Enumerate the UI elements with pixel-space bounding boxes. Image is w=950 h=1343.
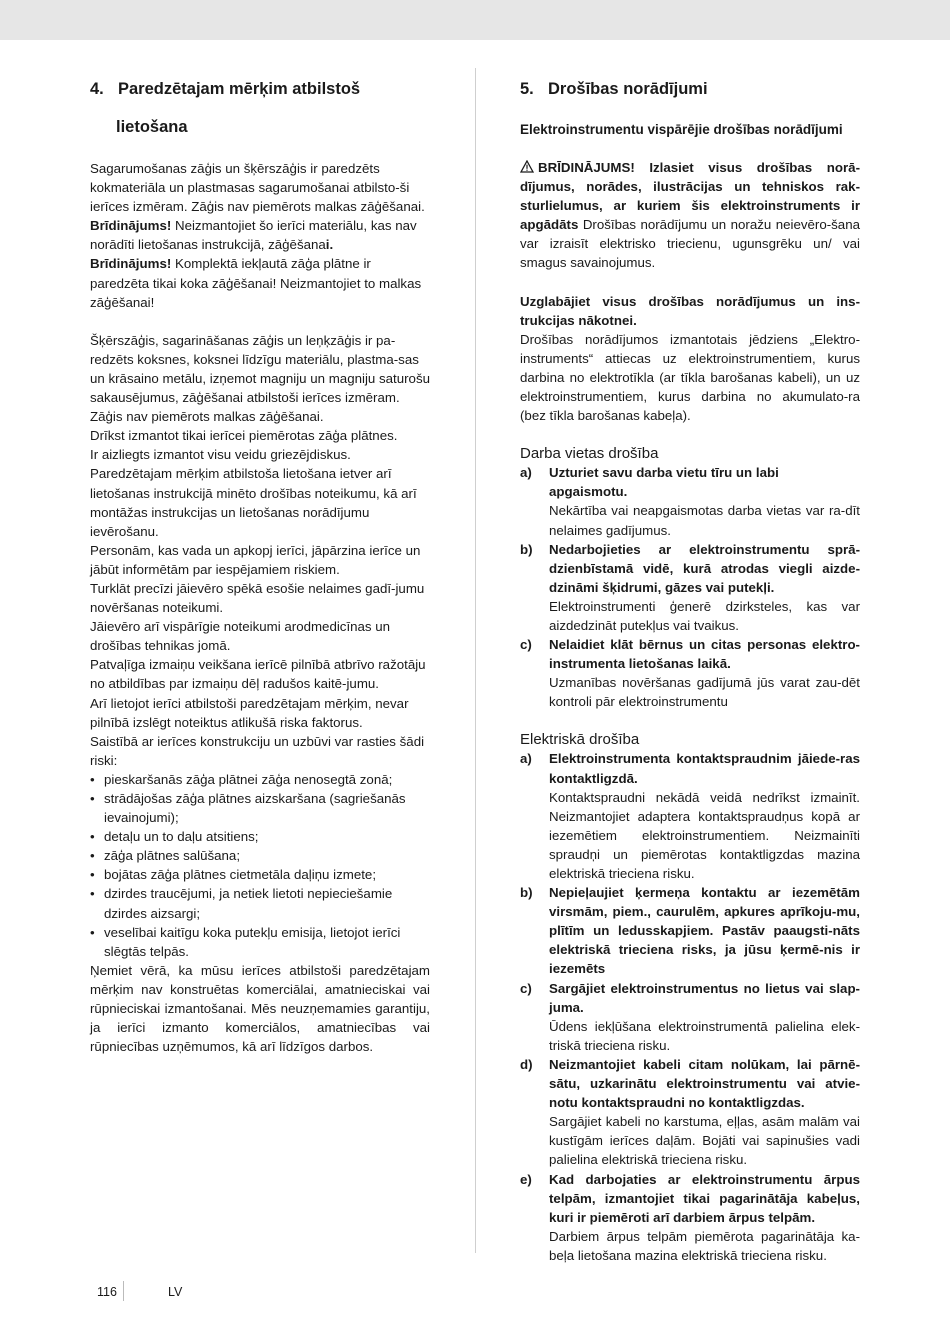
section-4-title-line2: lietošana: [116, 118, 188, 136]
item-heading: Sargājiet elektroinstrumentus no lietus vai slap-juma.: [549, 980, 860, 1015]
warning-1-label: Brīdinājums!: [90, 218, 172, 234]
item-heading: Neizmantojiet kabeli citam nolūkam, lai pārnē-sātu, uzkarinātu elektroinstrumentu vai atvie-notu kontaktspraudni no kontaktligzdas.: [549, 1056, 860, 1111]
warning-2-text: Komplektā iekļautā zāģa plātne ir paredzēta tikai koka zāģēšanai! Neizmantojiet to malkas zāģēšanai!: [90, 256, 422, 310]
risks-list: [90, 770, 430, 961]
saw-blades-paragraph: Drīkst izmantot tikai ierīcei piemērotas zāģa plātnes.: [90, 428, 398, 444]
list-item: [520, 1055, 860, 1170]
warning-triangle-icon: [520, 160, 534, 173]
item-label: b): [520, 541, 533, 557]
list-item: [520, 540, 860, 635]
occupational-health-paragraph: Jāievēro arī vispārīgie noteikumi arodmedicīnas un drošības tehnikas jomā.: [90, 619, 391, 654]
list-item-text: zāģa plātnes salūšana;: [104, 848, 241, 864]
list-item: [520, 883, 860, 978]
warning-2: [90, 254, 430, 311]
item-label: c): [520, 980, 532, 996]
item-text: Elektroinstrumenti ģenerē dzirksteles, kas var aizdedzināt putekļus vai tvaikus.: [549, 598, 860, 633]
section-5-title: Drošības norādījumi: [548, 80, 708, 98]
item-label: d): [520, 1056, 533, 1072]
bullet-icon: •: [90, 848, 95, 864]
bullet-icon: •: [90, 867, 95, 883]
list-item: [90, 865, 430, 884]
list-item-text: strādājošas zāģa plātnes aizskaršana (sagriešanās ievainojumi);: [104, 791, 406, 826]
work-area-safety-title: Darba vietas drošība: [520, 445, 659, 463]
list-item: [90, 923, 430, 961]
list-item: [520, 749, 860, 883]
power-tool-definition: Drošības norādījumos izmantotais jēdziens „Elektro-instruments“ attiecas uz elektroinstrumentiem, kurus darbina no elektrotīkla (ar tīkla barošanas kabeli), un uz elektroinstrumentiem, kurus darbina no akumulato-ra (bez tīkla barošanas kabeļa).: [520, 331, 860, 424]
intended-use-paragraph: Sagarumošanas zāģis un šķērszāģis ir paredzēts kokmateriāla un plastmasas sagarumošanai atbilsto-ši ierīces izmēram. Zāģis nav piemērots malkas zāģēšanai.: [90, 161, 425, 215]
warning-text: Drošības norādījumu un noražu neievēro-šana var izraisīt elektrisko triecienu, ugunsgrēku un/ vai smagus savainojumus.: [520, 217, 860, 271]
list-item: [90, 846, 430, 865]
list-item: [90, 770, 430, 789]
bullet-icon: •: [90, 924, 95, 940]
item-heading: Kad darbojaties ar elektroinstrumentu ārpus telpām, izmantojiet tikai pagarinātāja kabeļus, kuri ir piemēroti arī darbiem ārpus telpām.: [549, 1171, 860, 1225]
item-label: c): [520, 637, 532, 653]
list-item: [90, 827, 430, 846]
list-item: [90, 789, 430, 827]
list-item: [520, 979, 860, 1055]
item-text: Uzmanības novēršanas gadījumā jūs varat zau-dēt kontroli pār elektroinstrumentu: [549, 675, 860, 710]
modifications-paragraph: Patvaļīga izmaiņu veikšana ierīcē pilnībā atbrīvo ražotāju no atbildības par izmaiņu dēļ radušos kaitē-jumu.: [90, 657, 426, 692]
warning-2-label: Brīdinājums!: [90, 256, 172, 272]
item-text: Kontaktspraudni nekādā veidā nedrīkst izmainīt. Neizmantojiet adaptera kontaktspraudņus kopā ar iezemētiem elektroinstrumentiem. Neizmainīti spraudņi un piemērotas kontaktligzdas mazina elektriskā trieciena risku.: [549, 789, 860, 881]
intended-use-includes-paragraph: Paredzētajam mērķim atbilstoša lietošana ietver arī lietošanas instrukcijā minēto drošības noteikumu, kā arī montāžas instrukcijas un lietošanas norādījumu ievērošanu.: [90, 466, 417, 539]
item-text: Sargājiet kabeli no karstuma, eļļas, asām malām vai kustīgām ierīces daļām. Bojāti vai sapinušies vadi palielina elektriskā trieciena risku.: [549, 1114, 860, 1168]
language-code: LV: [168, 1285, 183, 1299]
keep-instructions-heading: [520, 292, 860, 330]
item-heading: Nepieļaujiet ķermeņa kontaktu ar iezemētām virsmām, piem., caurulēm, apkures aprīkoju-mu, plītīm un ledusskapjiem. Pastāv paaugsti-nāts elektriskā trieciena risks, ja jūsu ķermē-nis ir iezemēts: [549, 885, 860, 977]
list-item-text: bojātas zāģa plātnes cietmetāla daļiņu izmete;: [104, 867, 377, 883]
page-number: 116: [97, 1285, 117, 1299]
item-label: a): [520, 465, 532, 481]
item-label: e): [520, 1171, 532, 1187]
column-divider: [475, 68, 476, 1253]
cutting-discs-paragraph: Ir aizliegts izmantot visu veidu griezējdiskus.: [90, 447, 351, 463]
item-heading: Elektroinstrumenta kontaktspraudnim jāiede-ras kontaktligzdā.: [549, 751, 860, 786]
electrical-safety-title: Elektriskā drošība: [520, 731, 640, 749]
item-text: Darbiem ārpus telpām piemērota pagarinātāja ka-beļa lietošana mazina elektriskā trieciena risku.: [549, 1228, 860, 1263]
warning-1-tail: i.: [325, 237, 334, 253]
item-label: a): [520, 751, 532, 767]
list-item-text: dzirdes traucējumi, ja netiek lietoti nepieciešamie dzirdes aizsargi;: [104, 886, 393, 921]
top-bar: [0, 0, 950, 40]
footer-divider: [123, 1281, 124, 1301]
section-4-number: 4.: [90, 80, 104, 98]
warning-bold-text: BRĪDINĀJUMS! Izlasiet visus drošības norā-dījumus, norādes, ilustrācijas un tehniskos rak-sturlielumus, ar kuriem šis elektroinstruments ir apgādāts: [520, 160, 860, 233]
risks-intro-paragraph: Saistībā ar ierīces konstrukciju un uzbūvi var rasties šādi riski:: [90, 733, 425, 768]
section-4-heading: [90, 76, 430, 102]
bullet-icon: •: [90, 829, 95, 845]
bullet-icon: •: [90, 771, 95, 787]
bullet-icon: •: [90, 886, 95, 902]
item-heading: Nelaidiet klāt bērnus un citas personas elektro-instrumenta lietošanas laikā.: [549, 637, 860, 672]
warning-paragraph: [520, 158, 860, 273]
saw-use-paragraph: Šķērszāģis, sagarināšanas zāģis un leņķzāģis ir pa-redzēts koksnes, koksnei līdzīgu materiālu, plastma-sas un krāsaino metālu, izņemot magniju un magniju saturošu sakausējumus, zāģēšanai atbilstoši ierīces izmēram. Zāģis nav piemērots malkas zāģēšanai.: [90, 332, 430, 425]
right-column: [520, 76, 860, 1265]
list-item: [90, 884, 430, 922]
item-heading: Nedarbojieties ar elektroinstrumentu sprā-dzienbīstamā vidē, kurā atrodas viegli aizde-dzināmi šķidrumi, gāzes vai putekļi.: [549, 541, 860, 595]
section-5-number: 5.: [520, 80, 534, 98]
commercial-use-paragraph: Ņemiet vērā, ka mūsu ierīces atbilstoši paredzētajam mērķim nav konstruētas komerciālai, amatnieciskai vai rūpnieciskai izmantošanai. Mēs neuzņemamies garantiju, ja ierīci izmanto komerciālos, amatniecības vai rūpniecības uzņēmumos, kā arī līdzīgos darbos.: [90, 962, 430, 1055]
warning-1-text: Neizmantojiet šo ierīci materiālu, kas nav norādīti lietošanas instrukcijā, zāģēšana: [90, 218, 417, 253]
list-item: [520, 1170, 860, 1265]
operators-paragraph: Personām, kas vada un apkopj ierīci, jāpārzina ierīce un jābūt informētām par iespējamiem riskiem.: [90, 542, 421, 577]
list-item: [520, 463, 860, 539]
item-label: b): [520, 885, 533, 901]
section-5-heading: [520, 76, 860, 102]
list-item: [520, 635, 860, 711]
bullet-icon: •: [90, 791, 95, 806]
general-safety-subheading: Elektroinstrumentu vispārējie drošības norādījumi: [520, 122, 843, 137]
item-text: Nekārtība vai neapgaismotas darba vietas var ra-dīt nelaimes gadījumus.: [549, 503, 860, 538]
keep-instructions-bold: Uzglabājiet visus drošības norādījumus un ins-trukcijas nākotnei.: [520, 293, 860, 328]
left-column: [90, 76, 430, 1056]
item-text: Ūdens iekļūšana elektroinstrumentā palielina elek-triskā trieciena risku.: [549, 1018, 860, 1053]
list-item-text: veselībai kaitīgu koka putekļu emisija, lietojot ierīci slēgtās telpās.: [104, 924, 401, 959]
accident-prevention-paragraph: Turklāt precīzi jāievēro spēkā esošie nelaimes gadī-jumu novēršanas noteikumi.: [90, 580, 425, 616]
list-item-text: detaļu un to daļu atsitiens;: [104, 829, 259, 845]
list-item-text: pieskaršanās zāģa plātnei zāģa nenosegtā zonā;: [104, 771, 393, 787]
section-4-title-line1: Paredzētajam mērķim atbilstoš: [118, 80, 361, 98]
item-heading: Uzturiet savu darba vietu tīru un labi apgaismotu.: [549, 465, 779, 500]
residual-risk-paragraph: Arī lietojot ierīci atbilstoši paredzētajam mērķim, nevar pilnībā izslēgt noteiktus atlikušā riska faktorus.: [90, 695, 409, 730]
warning-1: [90, 216, 430, 254]
